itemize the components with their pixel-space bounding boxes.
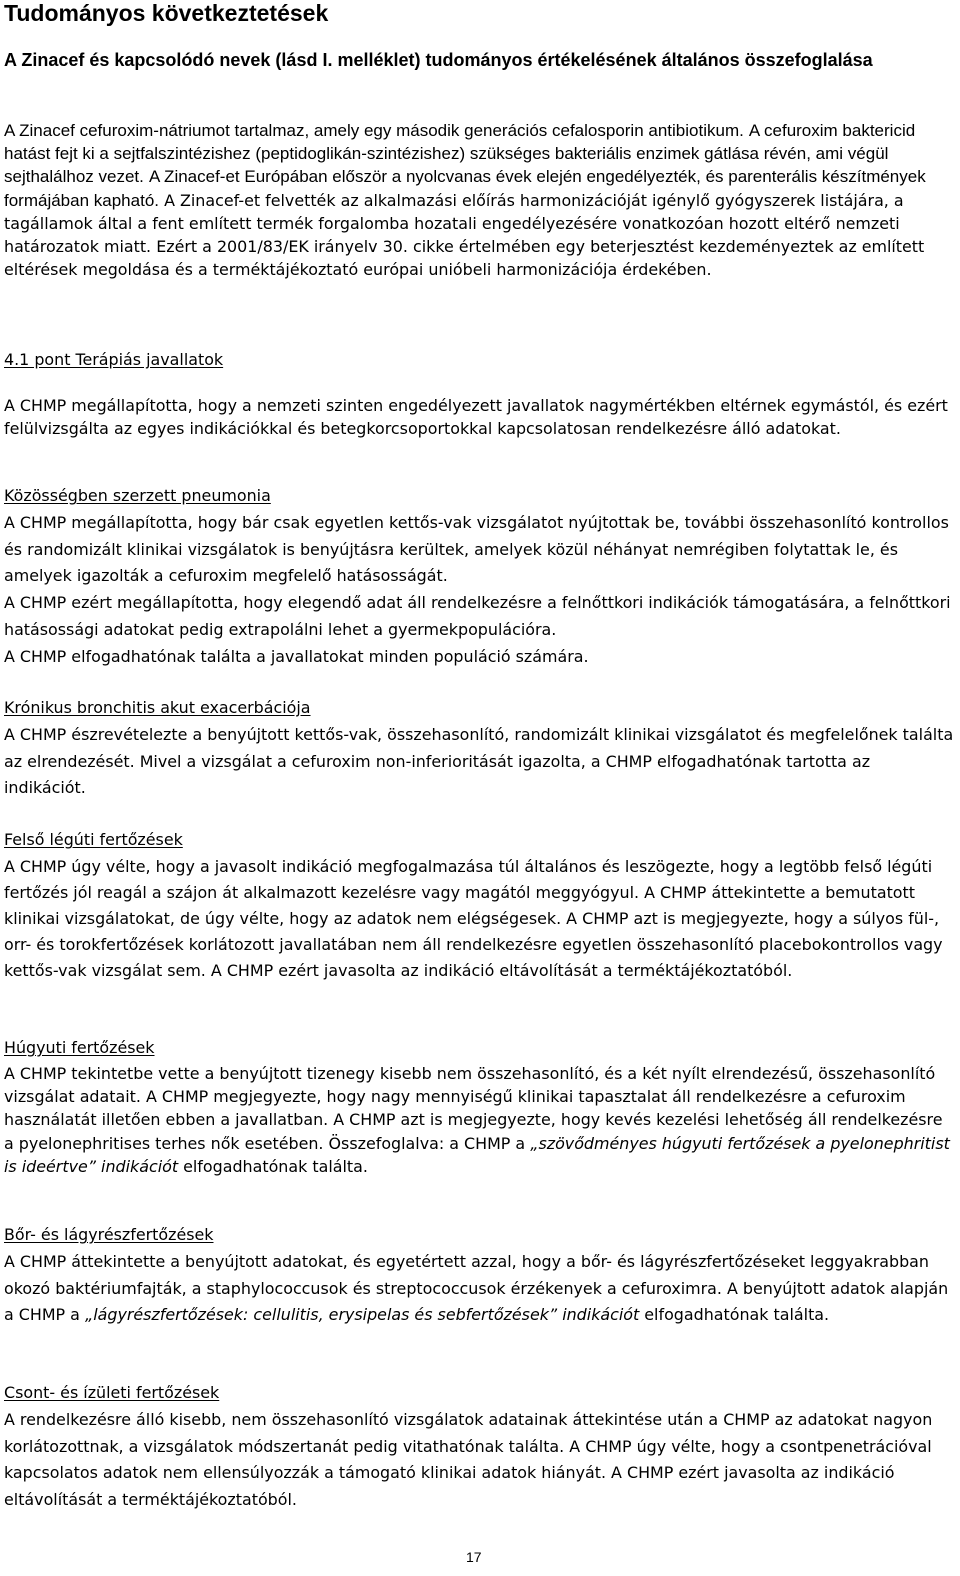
bronchitis-text: A CHMP észrevételezte a benyújtott kettős-vak, összehasonlító, randomizált klinikai vizsgálatot és megfelelőnek találta az elrendezését. Mivel a vizsgálat a cefuroxim non-inferioritását igazolta, a CHMP elfogadhatónak tartotta az indikációt. [4,725,954,798]
summary-heading: A Zinacef és kapcsolódó nevek (lásd I. melléklet) tudományos értékelésének általános összefoglalása [4,50,873,70]
section-bronchitis [4,696,954,802]
uti-text-a: A CHMP tekintetbe vette a benyújtott tizenegy kisebb nem összehasonlító, és a két nyílt elrendezésű, összehasonlító vizsgálat adatait. A CHMP megjegyezte, hogy nagy mennyiségű klinikai tapasztalat áll rendelkezésre a cefuroxim használatát illetően ebben a javallatban. A CHMP azt is megjegyezte, hogy kevés kezelési lehetőség áll rendelkezésre a pyelonephritises terhes nők esetében. Összefoglalva: a CHMP a [4,1064,943,1153]
intro-sentence-2: A cefuroxim baktericid hatást fejt ki a sejtfalszintézishez (peptidoglikán-szintézishez) szükséges bakteriális enzimek gátlása révén, ami végül sejthalálhoz vezet. [4,121,916,187]
section-bone [4,1381,954,1514]
intro-sentence-3: A Zinacef-et Európában először a nyolcvanas évek elején engedélyezték, és parenterális készítmények formájában kapható. [4,167,926,210]
bone-text: A rendelkezésre álló kisebb, nem összehasonlító vizsgálatok adatainak áttekintése után a CHMP az adatokat nagyon korlátozottnak, a vizsgálatok módszertanát pedig vitathatónak találta. A CHMP úgy vélte, hogy a csontpenetrációval kapcsolatos adatok nem ellensúlyozzák a támogató klinikai adatok hiányát. A CHMP ezért javasolta az indikáció eltávolítását a terméktájékoztatóból. [4,1410,933,1510]
page-number: 17 [466,1549,482,1565]
section-4-1-title: 4.1 pont Terápiás javallatok [4,350,224,369]
uti-text-b: elfogadhatónak találta. [178,1156,368,1176]
pneumonia-paragraph-2: A CHMP ezért megállapította, hogy elegendő adat áll rendelkezésre a felnőttkori indikációk támogatására, a felnőttkori hatásossági adatokat pedig extrapolálni lehet a gyermekpopulációra. [4,593,951,639]
pneumonia-paragraph-1: A CHMP megállapította, hogy bár csak egyetlen kettős-vak vizsgálatot nyújtottak be, további összehasonlító kontrollos és randomizált klinikai vizsgálatok is benyújtásra kerültek, amelyek közül néhányat nemrégiben folytattak le, és amelyek igazolták a cefuroxim megfelelő hatásosságát. [4,513,949,586]
intro-sentence-1: A Zinacef cefuroxim-nátriumot tartalmaz, amely egy második generációs cefalosporin antibiotikum. [4,121,744,140]
bone-title: Csont- és ízületi fertőzések [4,1383,220,1402]
section-urti [4,828,954,984]
section-uti [4,1036,954,1178]
section-4-1-text: A CHMP megállapította, hogy a nemzeti szinten engedélyezett javallatok nagymértékben eltérnek egymástól, és ezért felülvizsgálta az egyes indikációkkal és betegkorcsoportokkal kapcsolatosan rendelkezésre álló adatokat. [4,396,948,439]
urti-title: Felső légúti fertőzések [4,830,183,849]
uti-indication: „szövődményes húgyuti fertőzések a pyelonephritist is ideértve” indikációt [4,1133,950,1176]
intro-sentence-4: A Zinacef-et felvették az alkalmazási előírás harmonizációját igénylő gyógyszerek listájára, a tagállamok által a fent említett termék forgalomba hozatali engedélyezésére vonatkozóan hozott eltérő nemzeti határozatok miatt. [4,190,904,257]
skin-indication: „lágyrészfertőzések: cellulitis, erysipelas és sebfertőzések” indikációt [84,1305,640,1325]
skin-text [4,1249,954,1329]
skin-text-a: A CHMP áttekintette a benyújtott adatokat, és egyetértett azzal, hogy a bőr- és lágyrészfertőzéseket leggyakrabban okozó baktériumfajták, a staphylococcusok és streptococcusok érzékenyek a cefuroximra. A benyújtott adatok alapján a CHMP a [4,1252,949,1325]
page-title: Tudományos következtetések [4,0,329,26]
pneumonia-title: Közösségben szerzett pneumonia [4,486,271,505]
uti-text [4,1062,954,1178]
section-pneumonia [4,484,954,670]
pneumonia-paragraph-3: A CHMP elfogadhatónak találta a javallatokat minden populáció számára. [4,646,589,666]
bronchitis-title: Krónikus bronchitis akut exacerbációja [4,698,311,717]
section-4-1 [4,348,954,441]
intro-paragraph [4,119,954,281]
skin-text-b: elfogadhatónak találta. [639,1305,830,1325]
skin-title: Bőr- és lágyrészfertőzések [4,1225,214,1244]
uti-title: Húgyuti fertőzések [4,1038,155,1057]
intro-sentence-5: Ezért a 2001/83/EK irányelv 30. cikke értelmében egy beterjesztést kezdeményeztek az említett eltérések megoldása és a terméktájékoztató európai unióbeli harmonizációja érdekében. [4,237,925,280]
section-skin [4,1223,954,1329]
urti-text: A CHMP úgy vélte, hogy a javasolt indikáció megfogalmazása túl általános és leszögezte, hogy a legtöbb felső légúti fertőzés jól reagál a szájon át alkalmazott kezelésre vagy magától meggyógyul. A CHMP áttekintette a bemutatott klinikai vizsgálatokat, de úgy vélte, hogy az adatok nem elégségesek. A CHMP azt is megjegyezte, hogy a súlyos fül-, orr- és torokfertőzések korlátozott javallatában nem áll rendelkezésre egyetlen összehasonlító placebokontrollos vagy kettős-vak vizsgálat sem. A CHMP ezért javasolta az indikáció eltávolítását a terméktájékoztatóból. [4,857,943,981]
